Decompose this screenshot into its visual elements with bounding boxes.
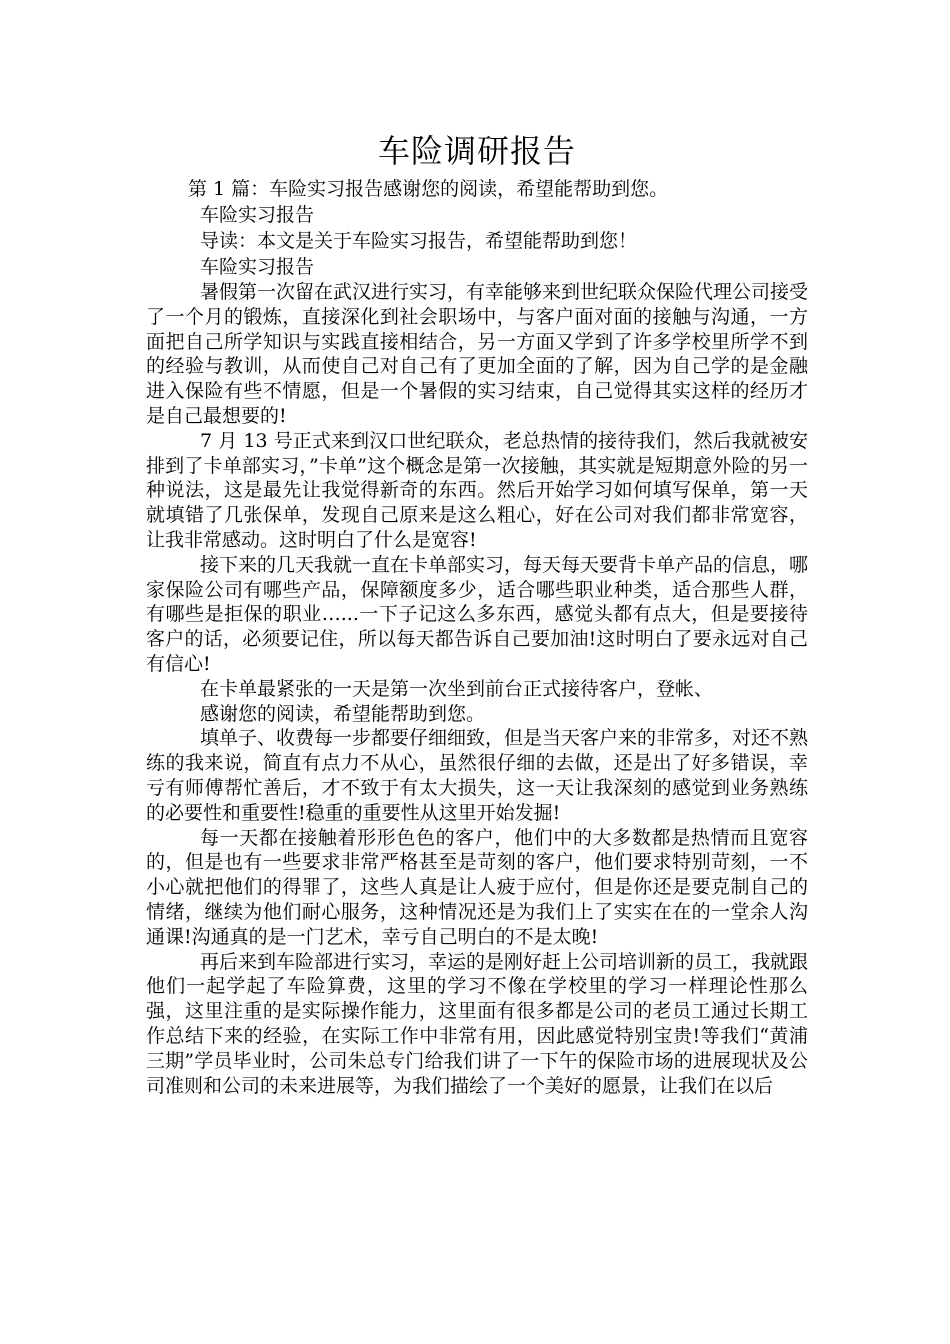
document-page: [146, 128, 808, 1098]
footer-note: 感谢您的阅读，希望能帮助到您。: [200, 702, 486, 725]
body-paragraph: 每一天都在接触着形形色色的客户，他们中的大多数都是热情而且宽容的，但是也有一些要求非常严格甚至是苛刻的客户，他们要求特别苛刻，一不小心就把他们的得罪了，这些人真是让人疲于应付，但是你还是要克制自己的情绪，继续为他们耐心服务，这种情况还是为我们上了实实在在的一堂余人沟通课!沟通真的是一门艺术，幸亏自己明白的不是太晚!: [146, 826, 808, 948]
body-paragraph: 填单子、收费每一步都要仔细细致，但是当天客户来的非常多，对还不熟练的我来说，简直有点力不从心，虽然很仔细的去做，还是出了好多错误，幸亏有师傅帮忙善后，才不致于有太大损失，这一天让我深刻的感觉到业务熟练的必要性和重要性!稳重的重要性从这里开始发掘!: [146, 727, 809, 824]
section-heading: 车险实习报告: [200, 256, 315, 278]
subtitle-line: 第 1 篇：车险实习报告感谢您的阅读，希望能帮助到您。: [188, 178, 669, 200]
section-heading: 车险实习报告: [200, 204, 315, 226]
body-paragraph: 7 月 13 号正式来到汉口世纪联众，老总热情的接待我们，然后我就被安排到了卡单部实习，”卡单”这个概念是第一次接触，其实就是短期意外险的另一种说法，这是最先让我觉得新奇的东西。然后开始学习如何填写保单，第一天就填错了几张保单，发现自己原来是这么粗心，好在公司对我们都非常宽容，让我非常感动。这时明白了什么是宽容!: [146, 429, 808, 551]
body-paragraph: 再后来到车险部进行实习，幸运的是刚好赶上公司培训新的员工，我就跟他们一起学起了车险算费，这里的学习不像在学校里的学习一样理论性那么强，这里注重的是实际操作能力，这里面有很多都是公司的老员工通过长期工作总结下来的经验，在实际工作中非常有用，因此感觉特别宝贵!等我们“黄浦三期”学员毕业时，公司朱总专门给我们讲了一下午的保险市场的进展现状及公司准则和公司的未来进展等，为我们描绘了一个美好的愿景，让我们在以后: [146, 950, 809, 1097]
body-paragraph: 在卡单最紧张的一天是第一次坐到前台正式接待客户，登帐、: [200, 677, 714, 700]
document-title: 车险调研报告: [377, 132, 576, 170]
body-paragraph: 暑假第一次留在武汉进行实习，有幸能够来到世纪联众保险代理公司接受了一个月的锻炼，直接深化到社会职场中，与客户面对面的接触与沟通，一方面把自己所学知识与实践直接相结合，另一方面又学到了许多学校里所学不到的经验与教训，从而使自己对自己有了更加全面的了解，因为自己学的是金融进入保险有些不情愿，但是一个暑假的实习结束，自己觉得其实这样的经历才是自己最想要的!: [146, 281, 809, 427]
body-paragraph: 接下来的几天我就一直在卡单部实习，每天每天要背卡单产品的信息，哪家保险公司有哪些产品，保障额度多少，适合哪些职业种类，适合那些人群，有哪些是拒保的职业…...一下子记这么多东西，感觉头都有点大，但是要接待客户的话，必须要记住，所以每天都告诉自己要加油!这时明白了要永远对自己有信心!: [146, 553, 809, 675]
intro-text: 导读：本文是关于车险实习报告，希望能帮助到您！: [200, 230, 638, 252]
